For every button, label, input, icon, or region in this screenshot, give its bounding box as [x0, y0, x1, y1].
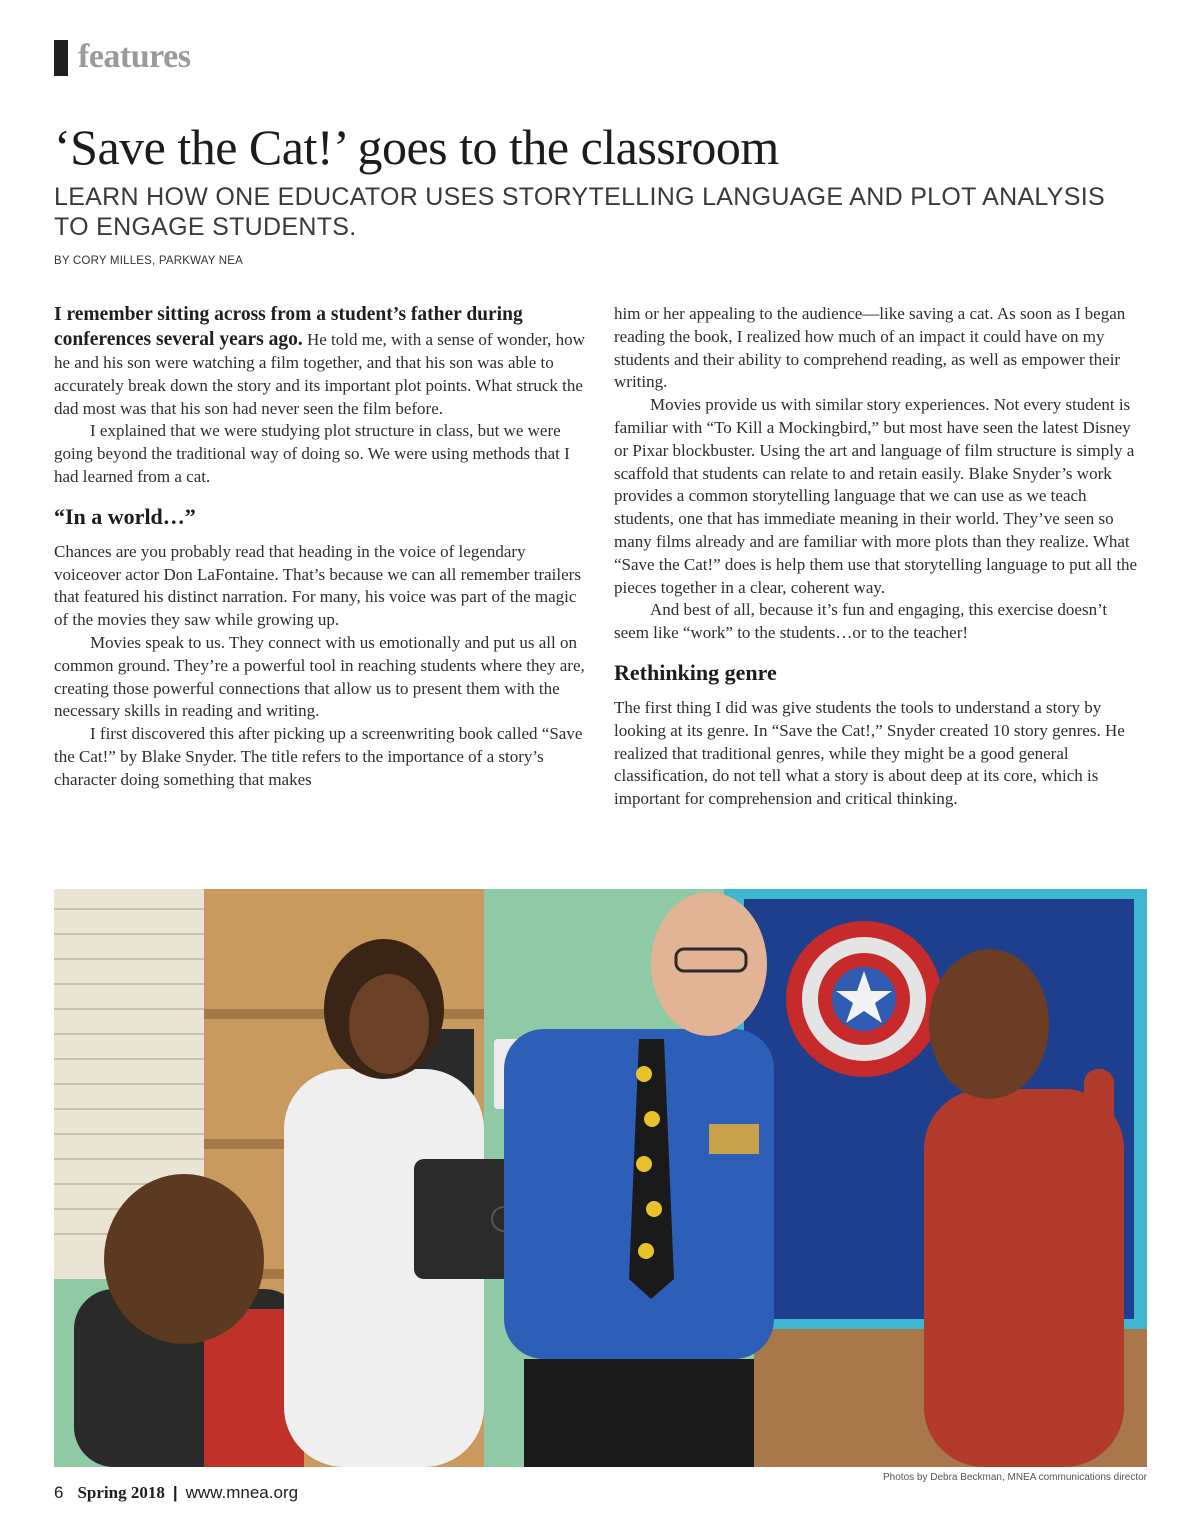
lead-paragraph	[54, 302, 586, 420]
section-bar	[54, 40, 68, 76]
subhead-in-a-world: “In a world…”	[54, 503, 196, 529]
classroom-photo-illustration	[54, 889, 1147, 1467]
issue-label: Spring 2018	[77, 1483, 165, 1502]
website-url: www.mnea.org	[185, 1483, 299, 1502]
body-paragraph: I first discovered this after picking up a screenwriting book called “Save the Cat!” by Blake Snyder. The title refers to the importance of a story’s character doing something that makes	[54, 724, 583, 789]
left-column	[54, 302, 586, 792]
subhead-rethinking-genre: Rethinking genre	[614, 659, 777, 685]
photo-credit: Photos by Debra Beckman, MNEA communications director	[883, 1472, 1147, 1483]
page-number: 6	[54, 1483, 64, 1502]
body-paragraph: him or her appealing to the audience—like saving a cat. As soon as I began reading the book, I realized how much of an impact it could have on my students and their ability to comprehend reading, as well as empower their writing.	[614, 304, 1126, 392]
right-column	[614, 303, 1146, 811]
article-deck: LEARN HOW ONE EDUCATOR USES STORYTELLING LANGUAGE AND PLOT ANALYSIS TO ENGAGE STUDENTS.	[54, 183, 1105, 241]
shield-decoration	[786, 921, 942, 1077]
section-label: features	[78, 38, 191, 75]
lead-text: He told me, with a sense of wonder, how he and his son were watching a film together, and that his son was able to accurately break down the story and its important plot points. What struck the dad most was that his son had never seen the film before.	[54, 330, 585, 418]
body-paragraph: Chances are you probably read that heading in the voice of legendary voiceover actor Don LaFontaine. That’s because we can all remember trailers that featured his distinct narration. For many, his voice was part of the magic of the movies they saw while growing up.	[54, 541, 581, 630]
section-tag	[54, 36, 190, 76]
body-paragraph: Movies provide us with similar story experiences. Not every student is familiar with “To Kill a Mockingbird,” but most have seen the latest Disney or Pixar blockbuster. Using the art and language of film structure is simply a scaffold that students can relate to and retain easily. Blake Snyder’s work provides a common storytelling language that we can use as we teach students, one that has immediate meaning in their world. They’ve seen so many films already and are familiar with more plots than they realize. What “Save the Cat!” does is help them use that storytelling language to put all the pieces together in a clear, coherent way.	[614, 395, 1138, 597]
body-paragraph: I explained that we were studying plot structure in class, but we were going beyond the traditional way of doing so. We were using methods that I had learned from a cat.	[54, 421, 570, 486]
article-headline: ‘Save the Cat!’ goes to the classroom	[54, 119, 779, 175]
body-paragraph: The first thing I did was give students the tools to understand a story by looking at its genre. In “Save the Cat!,” Snyder created 10 story genres. He realized that traditional genres, while they might be a good general classification, do not tell what a story is about deep at its core, which is important for comprehension and critical thinking.	[614, 697, 1125, 809]
page-footer	[54, 1483, 298, 1503]
lead-in: I remember sitting across from a student’s father during conferences several years ago.	[54, 304, 523, 350]
classroom-photo	[54, 889, 1147, 1467]
body-paragraph: Movies speak to us. They connect with us emotionally and put us all on common ground. They’re a powerful tool in reaching students where they are, creating those powerful connections that allow us to present them with the necessary skills in reading and writing.	[54, 632, 585, 721]
byline: BY CORY MILLES, PARKWAY NEA	[54, 255, 244, 267]
footer-separator: |	[172, 1483, 178, 1502]
body-paragraph: And best of all, because it’s fun and engaging, this exercise doesn’t seem like “work” to the students…or to the teacher!	[614, 600, 1108, 643]
